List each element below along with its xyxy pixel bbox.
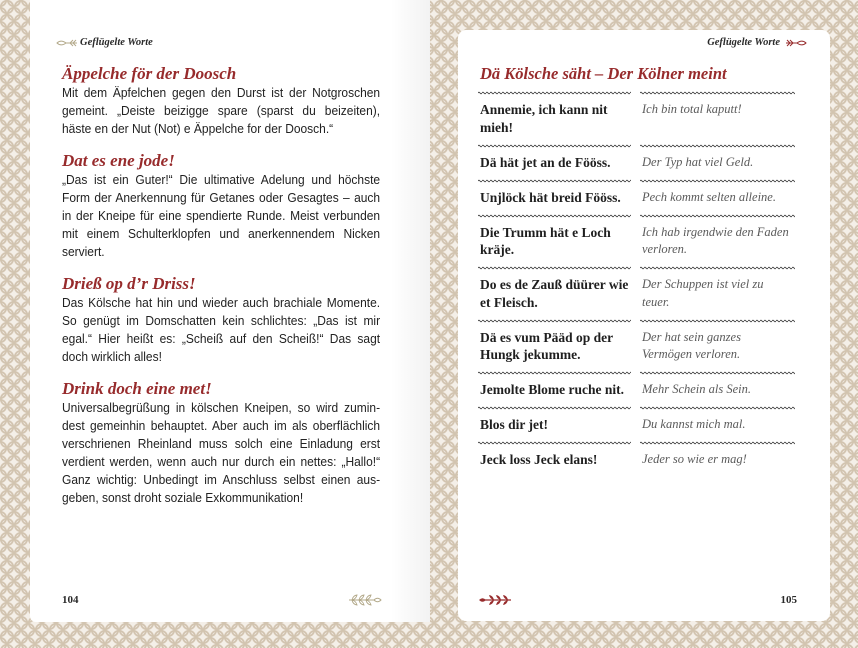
translation-line: Der hat sein ganzes [642,329,741,344]
section-body [62,294,380,366]
koelsch-line: Die Trumm hät e Loch [480,224,611,240]
translation-line: Ich bin total kaputt! [642,102,742,116]
translation-cell [640,406,795,441]
phrase-section [62,64,407,138]
koelsch-cell [478,144,631,179]
row-divider [640,214,795,218]
row-divider [478,144,631,148]
row-divider [640,179,795,183]
body-line: verschrienen Rheinland muss solch eine Einladung erst [62,436,381,451]
koelsch-line: Dä hät jet an de Fööss. [480,154,611,170]
page-number: 105 [780,594,797,606]
table-row [478,441,795,476]
translation-line: Mehr Schein als Sein. [642,382,752,396]
running-head: Geflügelte Worte [80,37,153,48]
body-line: egal.“ Hier heißt es: „Scheiß auf den Scheiß!“ Das sagt [62,331,381,346]
translation-line: Du kannst mich mal. [642,417,746,431]
koelsch-line: Jeck loss Jeck elans! [480,452,598,467]
page-number: 104 [62,594,79,606]
leaf-ornament-icon [56,38,78,48]
section-body [62,399,380,507]
body-line: in der Kneipe für eine spendierte Runde. Meist verbunden [62,208,381,223]
body-line: dest gemeinhin behauptet. Aber auch im als oberflächlich [62,418,381,433]
body-line: So genügt im Domschatten kein schlichtes: „Das ist mir [62,313,381,328]
row-divider [640,144,795,148]
body-line: Ganz wichtig: Unbedingt im Anschluss selbst einen aus- [62,472,381,487]
row-divider [478,91,631,95]
koelsch-line: Do es de Zauß düürer wie [480,277,629,292]
translation-line: Jeder so wie er mag! [642,452,747,466]
translation-cell [640,371,795,406]
translation-cell [640,91,795,144]
sprig-ornament-icon [478,594,512,606]
koelsch-cell [478,266,631,319]
running-head: Geflügelte Worte [707,37,780,48]
row-divider [478,266,631,270]
body-line: serviert. [62,244,105,259]
row-divider [640,371,795,375]
translation-line: teuer. [642,294,670,309]
body-line: Das Kölsche hat hin und wieder auch brachiale Momente. [62,295,381,310]
text-column [62,64,407,507]
row-divider [640,91,795,95]
sprig-ornament-icon [348,594,382,606]
table-row [478,179,795,214]
body-line: doch wirklich alles! [62,349,162,364]
phrase-section [62,379,407,507]
section-body [62,171,380,261]
row-divider [478,441,631,445]
phrase-section [62,151,407,261]
table-row [478,319,795,372]
section-heading: Äppelche för der Doosch [62,64,237,83]
koelsch-cell [478,179,631,214]
row-divider [478,406,631,410]
body-line: geben, sonst droht soziale Exkommunikation! [62,490,304,505]
translation-line: Der Schuppen ist viel zu [642,277,764,291]
section-heading: Drink doch eine met! [62,379,212,398]
koelsch-cell [478,91,631,144]
row-divider [478,371,631,375]
table-row [478,144,795,179]
koelsch-line: mieh! [480,119,513,135]
koelsch-cell [478,214,631,267]
koelsch-line: Hungk jekumme. [480,347,581,362]
phrase-table [478,91,795,476]
translation-cell [640,214,795,267]
table-title: Dä Kölsche säht – Der Kölner meint [480,64,727,83]
body-line: gemeint. „Deiste beizigge spare (sparst du beizeiten), [62,103,381,118]
row-divider [478,319,631,323]
translation-line: Der Typ hat viel Geld. [642,154,754,169]
translation-line: Vermögen verloren. [642,347,741,361]
row-divider [640,266,795,270]
body-line: mit einem Schulterklopfen und anerkennendem Nicken [62,226,381,241]
koelsch-cell [478,371,631,406]
table-row [478,406,795,441]
translation-cell [640,144,795,179]
koelsch-cell [478,441,631,476]
translation-line: Pech kommt selten alleine. [642,189,776,204]
koelsch-line: Dä es vum Pääd op der [480,329,614,345]
koelsch-line: Annemie, ich kann nit [480,102,608,117]
body-line: Form der Anerkennung für Getanes oder Gesagtes – auch [62,190,381,205]
body-line: „Das ist ein Guter!“ Die ultimative Adelung und höchste [62,172,381,187]
koelsch-cell [478,319,631,372]
koelsch-line: Jemolte Blome ruche nit. [480,382,624,397]
koelsch-line: kräje. [480,242,515,257]
row-divider [640,406,795,410]
table-row [478,371,795,406]
section-body [62,84,380,138]
translation-cell [640,319,795,372]
section-heading: Dat es ene jode! [62,151,175,170]
koelsch-line: Unjlöck hät breid Fööss. [480,189,621,205]
right-page [458,30,830,621]
phrase-section [62,274,407,366]
koelsch-cell [478,406,631,441]
row-divider [478,214,631,218]
table-row [478,214,795,267]
row-divider [640,441,795,445]
body-line: Universalbegrüßung in kölschen Kneipen, so wird zumin- [62,400,381,415]
table-row [478,91,795,144]
left-page [30,0,430,622]
row-divider [478,179,631,183]
table-row [478,266,795,319]
leaf-ornament-icon [785,38,807,48]
translation-line: Ich hab irgendwie den Faden [642,224,789,239]
row-divider [640,319,795,323]
body-line: häste en der Nut (Not) e Äppelche for der Doosch.“ [62,121,334,136]
section-heading: Drieß op d’r Driss! [62,274,196,293]
translation-cell [640,441,795,476]
body-line: verdient werden, wenn auch nur durch ein nettes: „Hallo!“ [62,454,381,469]
translation-line: verloren. [642,242,688,256]
translation-cell [640,179,795,214]
koelsch-line: Blos dir jet! [480,417,548,432]
koelsch-line: et Fleisch. [480,294,538,310]
body-line: Mit dem Äpfelchen gegen den Durst ist der Notgroschen [62,85,381,100]
translation-cell [640,266,795,319]
